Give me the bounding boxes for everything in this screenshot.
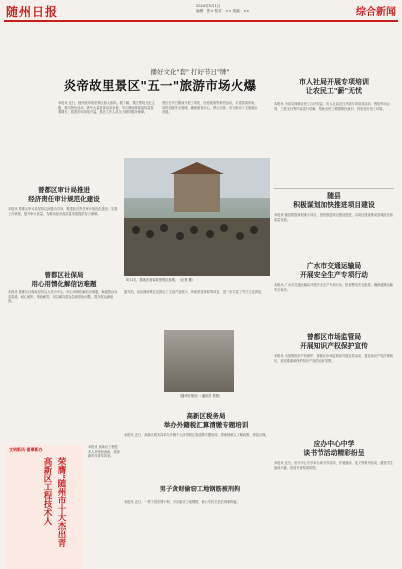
crowd-photo-illustration: [124, 158, 270, 276]
story-title-s5: 曾都区社保局 用心用情化解信访难题: [31, 271, 97, 288]
story-body-s7: 本报讯 近日，高新区税务局举办外籍个人所得税汇算清缴专题培训，帮助纳税人了解政策，规范办理。: [124, 433, 269, 437]
ad-headline-1: 荣膺“随州市十大杰出青: [56, 457, 66, 547]
story-title-s9: 男子贪财偷窃工地钢筋被刑拘: [159, 486, 241, 493]
story-title-s6: 曾都区市场监管局 开展知识产权保护宣传: [300, 333, 368, 350]
newspaper-logo: 随州日报: [6, 5, 59, 19]
issue-date: 2024年5月1日: [196, 4, 221, 8]
masthead-rule: [4, 20, 398, 22]
ad-headline-2: 高新区工程技术人: [42, 457, 52, 525]
story-body-s9: 本报讯 近日，一男子因贪图小利，多次偷窃工地钢筋，被公安机关依法刑事拘留。: [124, 500, 240, 504]
ad-title: 文明新风·喜事新办: [9, 447, 43, 452]
story-title-s2: 曾都区审计局推进 经济责任审计规范化建设: [28, 186, 100, 203]
story-body-s1: 本报讯 为切实保障农民工合法权益，市人社局近日开展专项培训活动，围绕劳动合同、工资支付等内容进行讲解，帮助农民工增强维权意识，营造良好用工环境。: [274, 102, 390, 111]
lead-body-left: 本报讯 近日，随州炎帝故里景区游人如织。据了解，景区围绕文化主题，推出特色活动，吸引大量游客前来参观，节日期间游客接待量显著增长，旅游市场持续升温，景区工作人员全力做好服务保障。: [58, 101, 155, 115]
section-title: 综合新闻: [356, 7, 396, 18]
story-body-s6: 本报讯 为加强知识产权保护，曾都区市场监管局开展宣传活动，普及知识产权法律知识，营造尊重和保护知识产权的良好氛围。: [274, 354, 393, 363]
story-title-s4: 广水市交通运输局 开展安全生产专项行动: [300, 262, 368, 279]
photo1-caption: 5月1日，游客在炎帝故里景区参观。（记者 摄）: [126, 278, 195, 282]
story-title-s3: 随县 积极谋划加快推进项目建设: [293, 192, 375, 209]
story-body-s3: 本报讯 随县积极谋划重大项目，加快推进项目建设进度，以项目建设推动县域经济高质量发展。: [274, 213, 393, 222]
story-title-s8: 应办中心中学 谈书节活动精彩纷呈: [303, 440, 365, 457]
ad-side-text: 本报讯 高新区工程技术人员荣获表彰，展现新时代青年风采。: [88, 445, 120, 459]
lead-photo: [124, 158, 270, 276]
lead-headline: 炎帝故里景区"五一"旅游市场火爆: [63, 78, 257, 93]
story-body-s4: 本报讯 广水市交通运输局开展安全生产专项行动，排查整治安全隐患，确保道路运输安全有序。: [274, 283, 393, 292]
story-body-s5: 本报讯 曾都区社保局坚持以人民为中心，用心用情化解信访难题，畅通群众诉求渠道，耐心倾听，细致解答，切实解决群众急难愁盼问题，提升群众满意度。: [8, 290, 118, 304]
second-photo: [164, 330, 234, 392]
story-body-center: 据介绍，活动期间景区还推出了文创产品展示、传统美食体验等项目，进一步丰富了节日文化供给。: [124, 290, 265, 294]
issue-info: [196, 4, 326, 14]
story-title-s7: 高新区税务局 举办外籍税汇算清缴专题培训: [163, 412, 249, 429]
lead-body-right: 景区在节日期间开展了祭祀、民俗展演等系列活动，丰富游客体验，同时加强安全管理，确保游客安心、舒心出游，有力推动了文旅融合发展。: [162, 101, 258, 115]
story-body-s8: 本报讯 近日，应办中心中学举办读书节活动，开展诵读、征文等系列活动，激发学生阅读兴趣，营造书香校园氛围。: [274, 461, 393, 470]
lead-kicker: 播好文化"套" 打好节日"牌": [150, 68, 230, 76]
ad-banner: [6, 445, 83, 569]
story-title-s1: 市人社局开展专项培训 让农民工"薪"无忧: [299, 78, 369, 95]
story-body-s2: 本报讯 曾都区审计局坚持以问题为导向，推进经济责任审计规范化建设，完善工作机制，提升审计质量，为推动经济高质量发展提供有力保障。: [8, 207, 118, 216]
divider: [274, 188, 394, 189]
issue-editors: 编辑：张× 校对：×× 美编：××: [196, 9, 250, 13]
photo2-caption: （随州日报讯）（通讯员 供图）: [177, 394, 223, 398]
